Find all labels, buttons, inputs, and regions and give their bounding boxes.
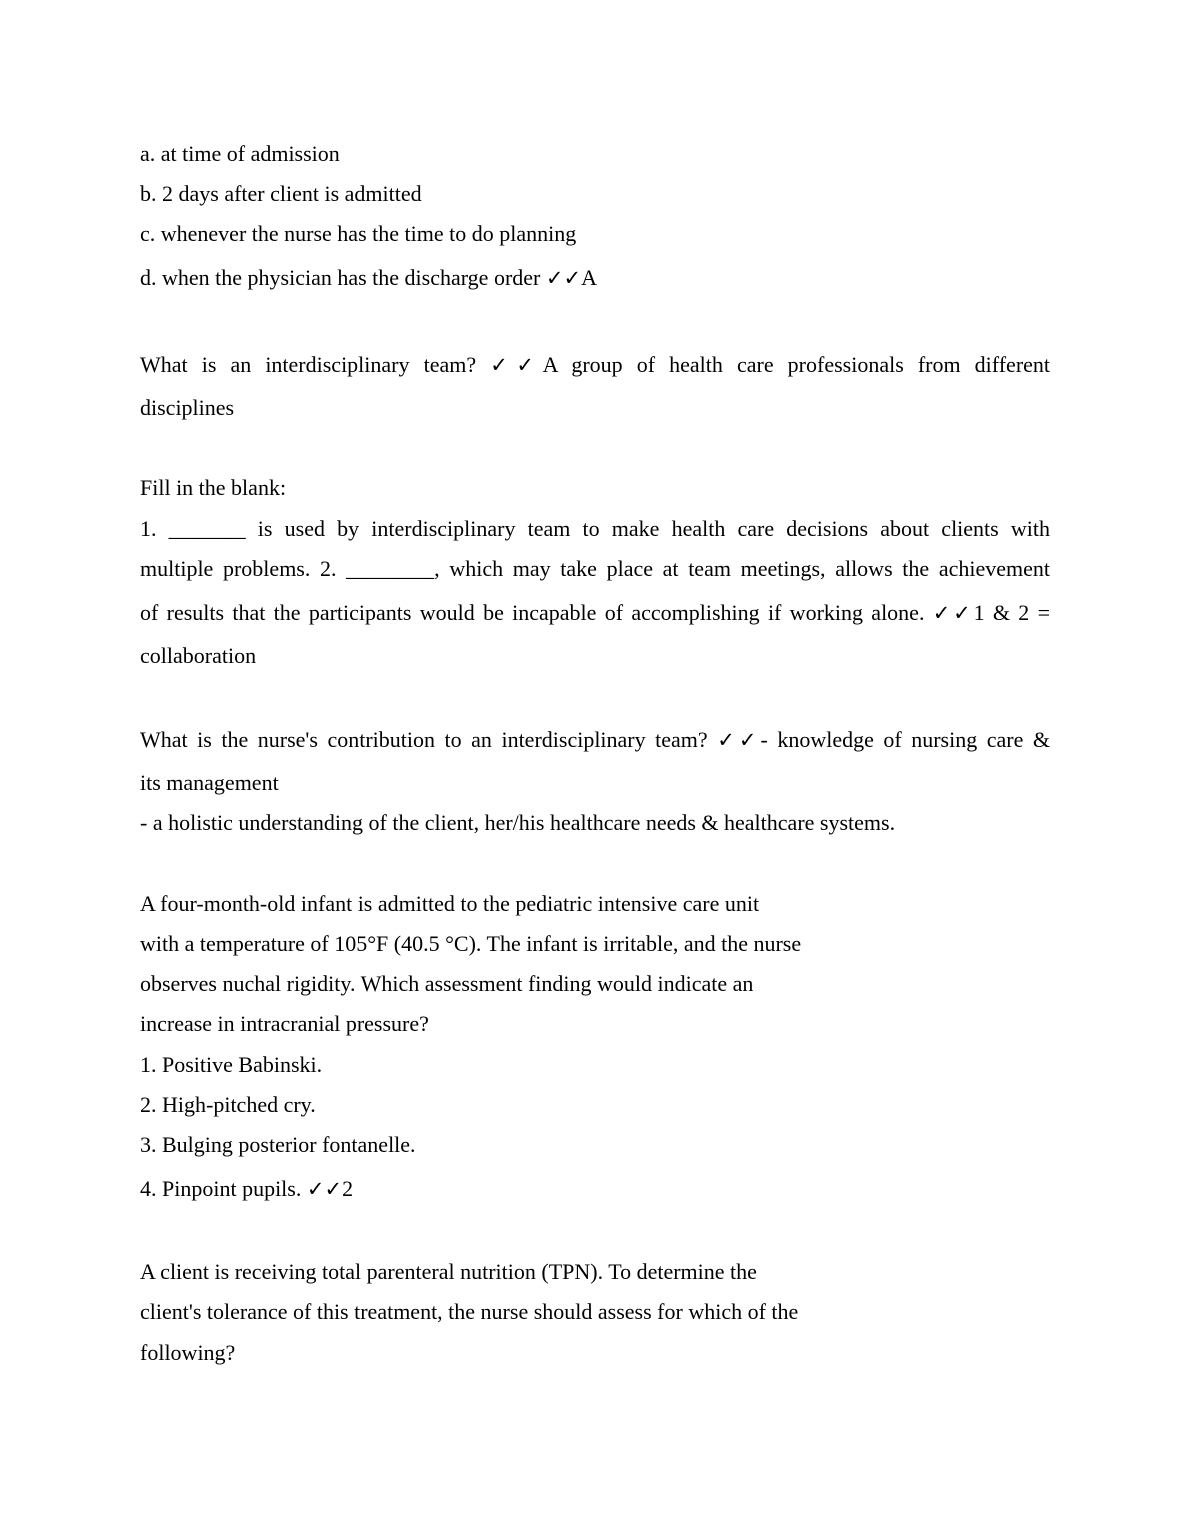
q5-stem-line-3: observes nuchal rigidity. Which assessment finding would indicate an [140, 971, 754, 996]
q3-answer-continued: collaboration [140, 643, 257, 668]
q5-option-3: 3. Bulging posterior fontanelle. [140, 1132, 416, 1157]
q1-option-d-text: d. when the physician has the discharge order [140, 265, 541, 290]
q1-option-d [140, 265, 597, 291]
q2-question-line [140, 352, 1050, 378]
check-mark-icon: ✓✓ [717, 728, 761, 752]
q5-option-2: 2. High-pitched cry. [140, 1092, 316, 1117]
q1-option-b: b. 2 days after client is admitted [140, 181, 422, 206]
q5-answer: 2 [342, 1176, 354, 1201]
q3-line-3 [140, 600, 1050, 626]
q4-answer-line-3: - a holistic understanding of the client, her/his healthcare needs & healthcare systems. [140, 810, 896, 835]
check-mark-icon: ✓✓ [490, 353, 543, 377]
q3-line-3-text: of results that the participants would be incapable of accomplishing if working alone. [140, 600, 925, 625]
q2-answer-continued: disciplines [140, 395, 235, 420]
q5-stem-line-4: increase in intracranial pressure? [140, 1011, 429, 1036]
q1-option-a: a. at time of admission [140, 141, 340, 166]
q4-question-line [140, 727, 1050, 753]
q4-answer-continued: its management [140, 770, 279, 795]
q5-option-4-text: 4. Pinpoint pupils. [140, 1176, 302, 1201]
q6-stem-line-2: client's tolerance of this treatment, the nurse should assess for which of the [140, 1299, 799, 1324]
check-mark-icon: ✓✓ [306, 1177, 343, 1201]
q4-question: What is the nurse's contribution to an interdisciplinary team? [140, 727, 708, 752]
q3-line-1: 1. _______ is used by interdisciplinary team to make health care decisions about clients with [140, 516, 1050, 541]
q3-line-2: multiple problems. 2. ________, which may take place at team meetings, allows the achievement [140, 556, 1050, 581]
q6-stem-line-1: A client is receiving total parenteral nutrition (TPN). To determine the [140, 1259, 757, 1284]
q3-answer: 1 & 2 = [973, 600, 1050, 625]
q5-stem-line-2: with a temperature of 105°F (40.5 °C). The infant is irritable, and the nurse [140, 931, 802, 956]
check-mark-icon: ✓✓ [932, 601, 974, 625]
q4-answer: - knowledge of nursing care & [760, 727, 1050, 752]
q5-stem-line-1: A four-month-old infant is admitted to the pediatric intensive care unit [140, 891, 760, 916]
q5-option-4 [140, 1176, 353, 1202]
q6-stem-line-3: following? [140, 1340, 236, 1365]
q1-option-c: c. whenever the nurse has the time to do planning [140, 221, 577, 246]
q3-heading: Fill in the blank: [140, 475, 287, 500]
q1-answer: A [581, 265, 597, 290]
q2-question: What is an interdisciplinary team? [140, 352, 477, 377]
check-mark-icon: ✓✓ [545, 266, 582, 290]
q5-option-1: 1. Positive Babinski. [140, 1052, 323, 1077]
q2-answer: A group of health care professionals from different [542, 352, 1051, 377]
